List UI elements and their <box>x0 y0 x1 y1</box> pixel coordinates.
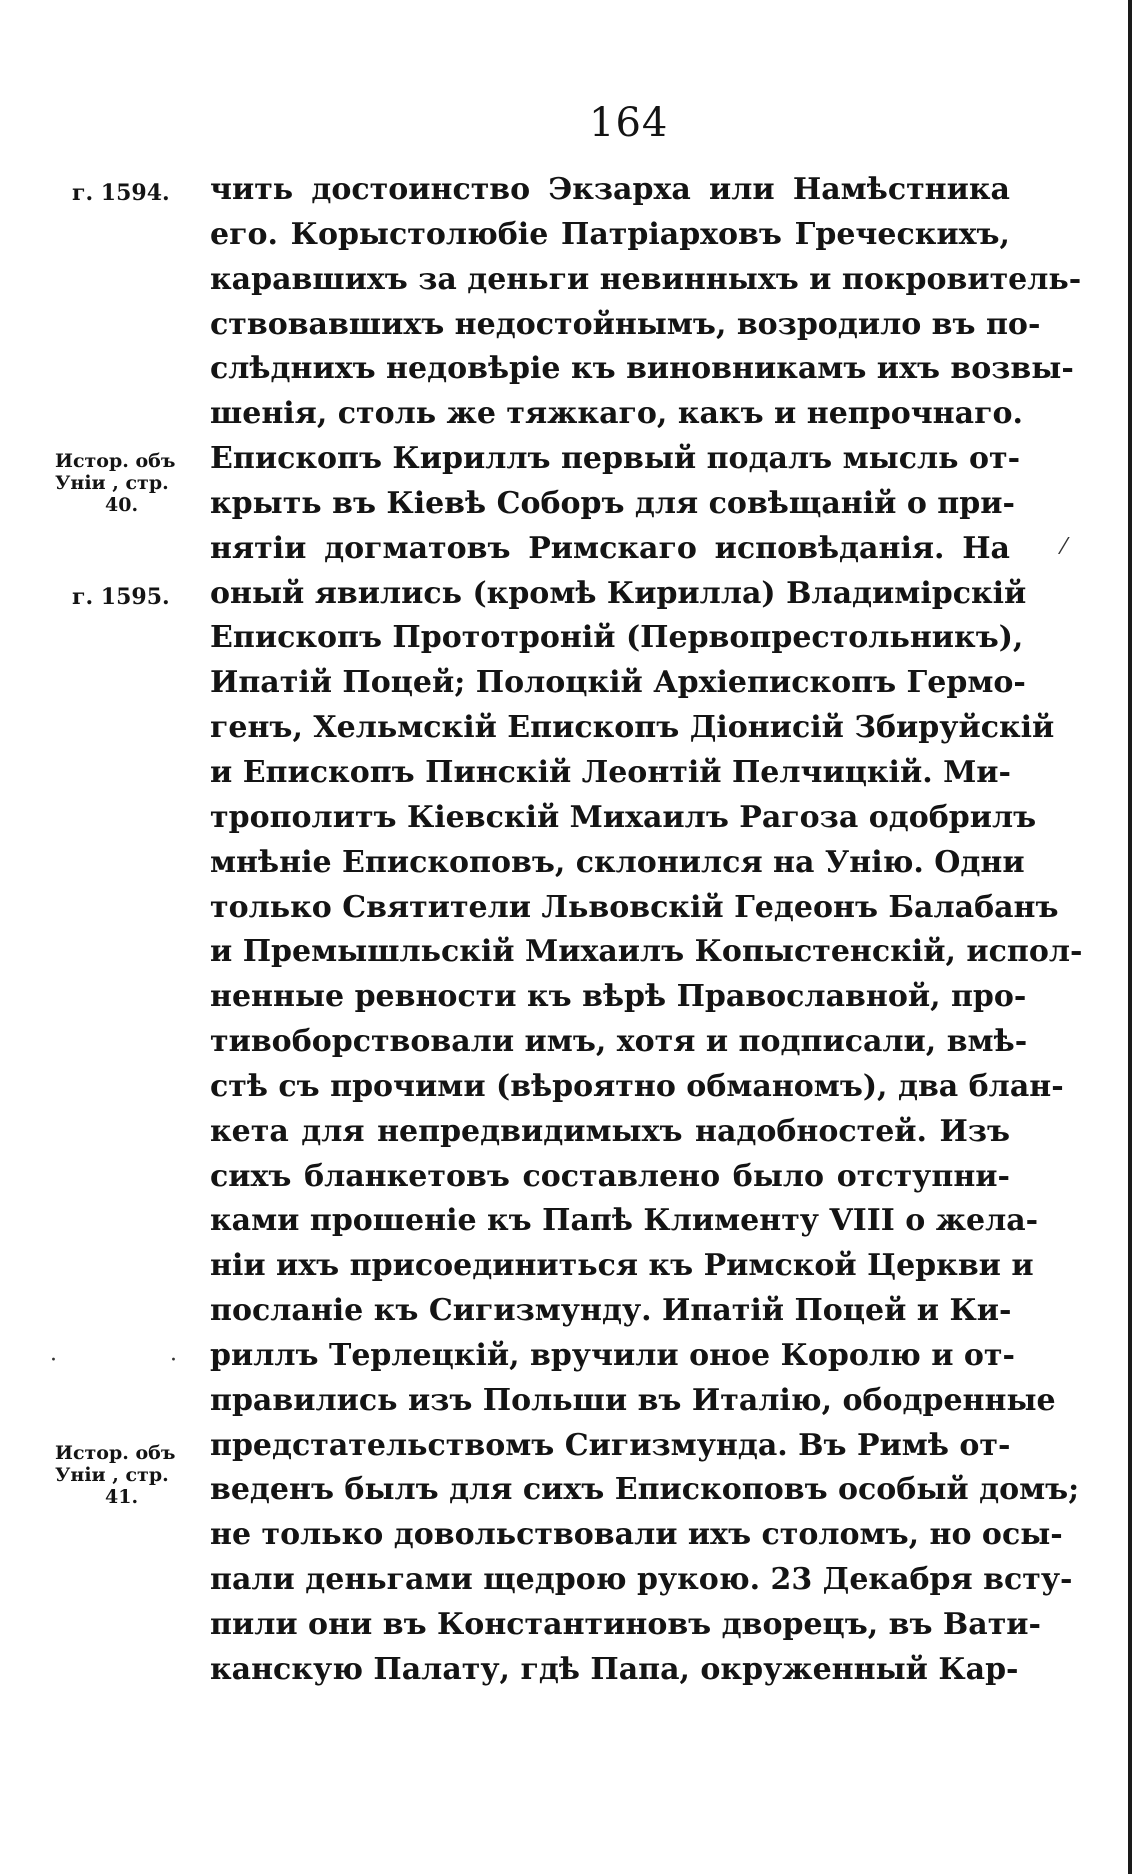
text-line: веденъ былъ для сихъ Епископовъ особый домъ; <box>210 1472 1080 1508</box>
text-line: оный явились (кромѣ Кирилла) Владимірскій <box>210 575 1027 611</box>
text-line: трополитъ Кіевскій Михаилъ Рагоза одобрилъ <box>210 799 1037 835</box>
text-line: Ипатій Поцей; Полоцкій Архіепископъ Гермо- <box>210 665 1026 701</box>
text-line: канскую Палату, гдѣ Папа, окруженный Кар- <box>210 1651 1019 1687</box>
text-line: шенія, столь же тяжкаго, какъ и непрочнаго. <box>210 396 1023 432</box>
body-text <box>210 168 1083 1693</box>
text-line: ками прошеніе къ Папѣ Клименту VIII о жела- <box>210 1203 1039 1239</box>
margin-ref-1-line-2: Уніи , стр. <box>55 472 169 494</box>
text-line: Епископъ Кириллъ первый подалъ мысль от- <box>210 441 1021 477</box>
text-line: ніи ихъ присоединиться къ Римской Церкви и <box>210 1248 1034 1284</box>
text-line: и Епископъ Пинскій Леонтій Пелчицкій. Ми- <box>210 754 1012 790</box>
text-line: правились изъ Польши въ Италію, ободренные <box>210 1382 1056 1418</box>
page-binding-edge <box>1128 0 1132 1874</box>
margin-year-1594: г. 1594. <box>72 180 170 206</box>
text-line: и Премышльскій Михаилъ Копыстенскій, испол- <box>210 934 1083 970</box>
text-line: не только довольствовали ихъ столомъ, но осы- <box>210 1517 1063 1553</box>
text-line: нятіи догматовъ Римскаго исповѣданія. На <box>210 530 1010 566</box>
margin-ref-2-line-2: Уніи , стр. <box>55 1464 169 1486</box>
text-line: риллъ Терлецкій, вручили оное Королю и от- <box>210 1337 1015 1373</box>
text-line: его. Корыстолюбіе Патріарховъ Греческихъ, <box>210 216 1010 252</box>
text-line: сихъ бланкетовъ составлено было отступни- <box>210 1158 1010 1194</box>
text-line: предстательствомъ Сигизмунда. Въ Римѣ от- <box>210 1427 1011 1463</box>
text-line: каравшихъ за деньги невинныхъ и покровитель- <box>210 261 1082 297</box>
stray-ink-mark: · <box>50 1348 57 1373</box>
margin-reference-1 <box>55 450 205 516</box>
text-line: посланіе къ Сигизмунду. Ипатій Поцей и Ки- <box>210 1293 1012 1329</box>
page-number: 164 <box>589 100 669 146</box>
text-line: слѣднихъ недовѣріе къ виновникамъ ихъ возвы- <box>210 351 1074 387</box>
text-line: пали деньгами щедрою рукою. 23 Декабря всту- <box>210 1562 1073 1598</box>
stray-ink-mark: ⁄ <box>1062 535 1066 560</box>
text-line: генъ, Хельмскій Епископъ Діонисій Збируйскій <box>210 710 1055 746</box>
margin-ref-2-line-3: 41. <box>105 1486 139 1508</box>
text-line: мнѣніе Епископовъ, склонился на Унію. Одни <box>210 844 1025 880</box>
text-line: Епископъ Прототроній (Первопрестольникъ), <box>210 620 1024 656</box>
text-line: тивоборствовали имъ, хотя и подписали, вмѣ- <box>210 1024 1028 1060</box>
margin-ref-1-line-1: Истор. объ <box>55 450 176 472</box>
margin-year-1595: г. 1595. <box>72 584 170 610</box>
text-line: стѣ съ прочими (вѣроятно обманомъ), два блан- <box>210 1068 1064 1104</box>
text-line: только Святители Львовскій Гедеонъ Балабанъ <box>210 889 1059 925</box>
text-line: ствовавшихъ недостойнымъ, возродило въ по- <box>210 306 1041 342</box>
stray-ink-mark: · <box>170 1348 177 1373</box>
text-line: пили они въ Константиновъ дворецъ, въ Вати- <box>210 1607 1042 1642</box>
text-line: крыть въ Кіевѣ Соборъ для совѣщаній о при- <box>210 485 1015 521</box>
margin-reference-2 <box>55 1442 205 1508</box>
text-line: кета для непредвидимыхъ надобностей. Изъ <box>210 1113 1010 1149</box>
text-line: ненные ревности къ вѣрѣ Православной, про- <box>210 979 1027 1015</box>
margin-ref-2-line-1: Истор. объ <box>55 1442 176 1464</box>
text-line: чить достоинство Экзарха или Намѣстника <box>210 172 1010 207</box>
margin-ref-1-line-3: 40. <box>105 494 139 516</box>
